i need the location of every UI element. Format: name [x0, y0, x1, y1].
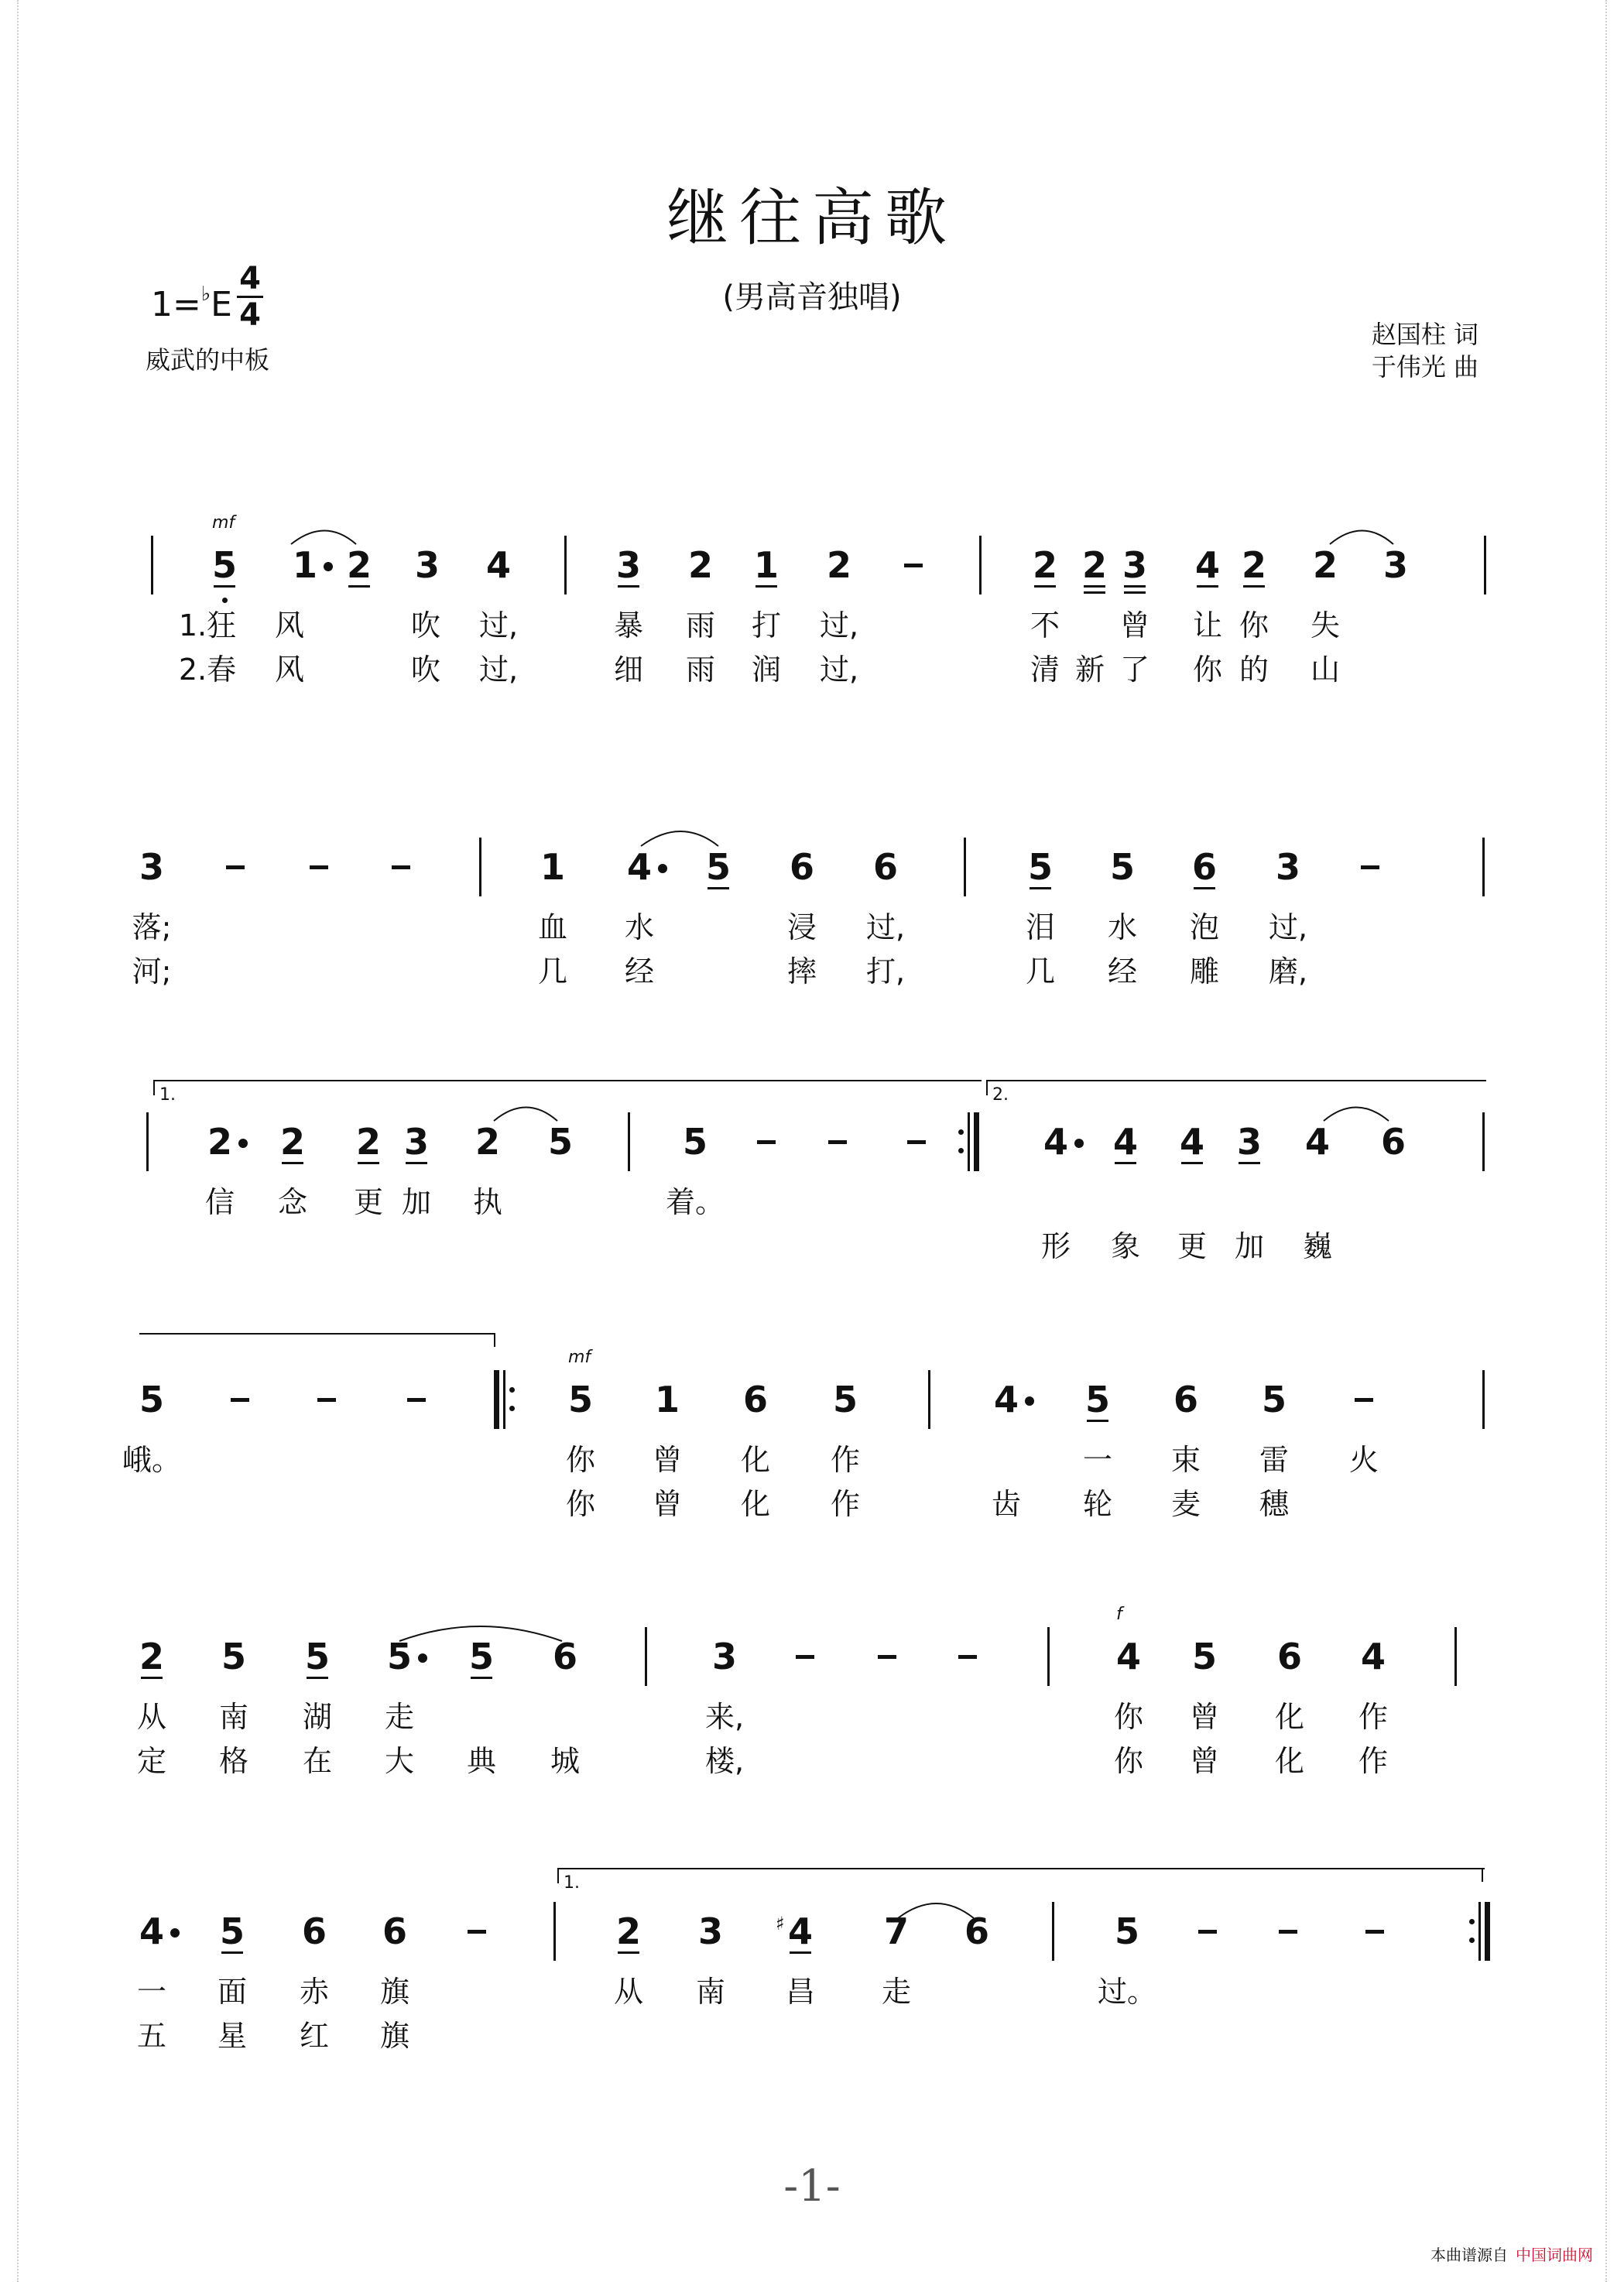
lyric-syllable: 浸 — [786, 910, 817, 944]
slur — [898, 1903, 974, 1918]
lyric-syllable: 形 — [1040, 1229, 1071, 1263]
lyric-syllable: 磨, — [1268, 954, 1308, 989]
lyric-syllable: 你 — [1239, 608, 1269, 642]
lyric-syllable: 河; — [132, 954, 172, 989]
lyric-syllable: 1.狂 — [178, 608, 237, 642]
lyric-syllable: 清 — [1030, 653, 1060, 687]
note: 5 — [682, 1121, 708, 1163]
note: 4 — [1115, 1636, 1141, 1677]
lyric-syllable: 城 — [550, 1744, 580, 1778]
lyric-syllable: 几 — [1025, 954, 1055, 989]
note: 4 — [1043, 1121, 1068, 1163]
note: 2 — [615, 1910, 641, 1952]
note: 5 — [1084, 1379, 1110, 1420]
note: 5 — [1114, 1910, 1139, 1952]
lyric-syllable: 的 — [1239, 653, 1269, 687]
note: 4 — [485, 544, 511, 586]
note: 4 ♯ — [780, 1908, 821, 1955]
note: 5 — [832, 1379, 858, 1420]
note: 5 — [221, 1636, 246, 1677]
note: 2 — [139, 1636, 164, 1677]
note: 2 — [1074, 542, 1115, 588]
note: 6 — [301, 1910, 327, 1952]
lyric-syllable: 象 — [1110, 1229, 1140, 1263]
lyric-syllable: 过, — [819, 608, 859, 642]
lyric-syllable: 一 — [136, 1975, 166, 2009]
lyric-syllable: 雨 — [685, 608, 715, 642]
lyric-syllable: 暴 — [613, 608, 643, 642]
lyric-syllable: 大 — [384, 1744, 414, 1778]
lyric-syllable: 血 — [537, 910, 567, 944]
lyric-syllable: 曾 — [1119, 608, 1149, 642]
lyric-syllable: 南 — [695, 1975, 725, 2009]
note: 5 — [1109, 846, 1135, 888]
lyric-syllable: 加 — [1234, 1229, 1264, 1263]
lyric-syllable: 打 — [751, 608, 781, 642]
lyric-syllable: 化 — [740, 1487, 770, 1521]
lyric-syllable: 摔 — [786, 954, 817, 989]
note: 2 — [1241, 544, 1266, 586]
note: 4 — [1179, 1121, 1204, 1163]
lyric-syllable: 走 — [384, 1700, 414, 1734]
note: 4 — [1304, 1121, 1330, 1163]
lyric-syllable: 化 — [1274, 1744, 1304, 1778]
lyric-syllable: 经 — [624, 954, 654, 989]
slur — [1324, 1108, 1389, 1122]
lyric-syllable: 润 — [751, 653, 781, 687]
lyric-syllable: 穗 — [1259, 1487, 1289, 1521]
note: 3 — [414, 544, 440, 586]
lyric-syllable: 念 — [277, 1185, 307, 1219]
lyric-syllable: 你 — [1113, 1744, 1143, 1778]
slur — [1330, 531, 1393, 545]
lyric-syllable: 化 — [740, 1443, 770, 1477]
song-title: 继往高歌 — [666, 182, 958, 254]
note: 1 — [292, 544, 317, 586]
lyric-syllable: 风 — [274, 653, 304, 687]
note: 1 — [654, 1379, 680, 1420]
footer-brand: 中国词曲网 — [1516, 2246, 1593, 2264]
tempo-marking: 威武的中板 — [146, 345, 270, 375]
lyric-syllable: 落; — [132, 910, 172, 944]
lyric-syllable: 你 — [565, 1487, 595, 1521]
note: 5 — [219, 1910, 245, 1952]
note: 5 — [547, 1121, 573, 1163]
lyric-syllable: 在 — [302, 1744, 332, 1778]
slur — [399, 1626, 562, 1641]
lyric-syllable: 泪 — [1025, 910, 1055, 944]
meter-top: 4 — [239, 261, 261, 296]
lyric-syllable: 从 — [613, 1975, 643, 2009]
footer-source — [1430, 2245, 1593, 2265]
note: 6 — [964, 1910, 989, 1952]
volta-label: 1. — [159, 1085, 176, 1105]
lyric-syllable: 束 — [1170, 1443, 1201, 1477]
note: 6 — [1380, 1121, 1406, 1163]
lyric-syllable: 红 — [299, 2019, 329, 2053]
note: 4 — [1194, 544, 1220, 586]
sharp-sign: ♯ — [776, 1913, 785, 1934]
lyric-syllable: 走 — [881, 1975, 911, 2009]
lyric-syllable: 曾 — [652, 1487, 682, 1521]
lyric-syllable: 信 — [204, 1185, 235, 1219]
lyric-syllable: 曾 — [1189, 1744, 1219, 1778]
lyric-syllable: 齿 — [991, 1487, 1021, 1521]
lyric-syllable: 旗 — [379, 2019, 409, 2053]
note: 5 — [204, 542, 245, 588]
note: 5 — [567, 1379, 593, 1420]
lyric-syllable: 赤 — [299, 1975, 329, 2009]
lyric-syllable: 你 — [1113, 1700, 1143, 1734]
note: 3 — [1275, 846, 1300, 888]
note: 5 — [139, 1379, 164, 1420]
lyric-syllable: 作 — [830, 1487, 860, 1521]
lyric-syllable: 一 — [1082, 1443, 1112, 1477]
song-subtitle: (男高音独唱) — [722, 279, 902, 315]
note: 6 — [552, 1636, 577, 1677]
dynamic-marking: mf — [568, 1348, 591, 1367]
lyric-syllable: 过。 — [1097, 1975, 1156, 2009]
lyric-syllable: 旗 — [379, 1975, 409, 2009]
lyric-syllable: 峨。 — [122, 1443, 181, 1477]
note: 5 — [468, 1636, 494, 1677]
lyric-syllable: 作 — [830, 1443, 860, 1477]
lyric-syllable: 几 — [537, 954, 567, 989]
footer-source-text: 本曲谱源自 — [1430, 2246, 1508, 2264]
lyric-syllable: 着。 — [665, 1185, 725, 1219]
lyric-syllable: 加 — [401, 1185, 431, 1219]
lyric-syllable: 打, — [865, 954, 906, 989]
lyric-syllable: 让 — [1192, 608, 1222, 642]
note: 1 — [753, 544, 779, 586]
note: 1 — [540, 846, 565, 888]
note: 2 — [1312, 544, 1338, 586]
lyric-syllable: 南 — [218, 1700, 248, 1734]
flat-sign: ♭ — [200, 283, 211, 306]
note: 5 — [1027, 846, 1053, 888]
lyric-syllable: 湖 — [302, 1700, 332, 1734]
slur — [291, 531, 356, 545]
note: 3 — [1236, 1121, 1262, 1163]
note: 6 — [1276, 1636, 1302, 1677]
volta-label: 1. — [564, 1873, 580, 1893]
lyric-syllable: 雕 — [1189, 954, 1219, 989]
lyric-syllable: 来, — [704, 1700, 745, 1734]
lyric-syllable: 执 — [472, 1185, 502, 1219]
lyric-syllable: 不 — [1030, 608, 1060, 642]
lyric-syllable: 巍 — [1302, 1229, 1332, 1263]
note: 5 — [1191, 1636, 1217, 1677]
lyric-syllable: 水 — [624, 910, 654, 944]
note: 2 — [687, 544, 713, 586]
note: 5 — [386, 1636, 412, 1677]
dynamic-marking: f — [1116, 1605, 1122, 1624]
note: 6 — [742, 1379, 768, 1420]
lyric-syllable: 你 — [565, 1443, 595, 1477]
lyric-syllable: 雷 — [1259, 1443, 1289, 1477]
lyric-syllable: 过, — [865, 910, 906, 944]
lyric-syllable: 五 — [136, 2019, 166, 2053]
lyric-syllable: 面 — [217, 1975, 247, 2009]
composer-credit: 于伟光 曲 — [1371, 352, 1478, 382]
note: 3 — [1382, 544, 1408, 586]
lyric-syllable: 格 — [218, 1744, 248, 1778]
lyric-syllable: 定 — [136, 1744, 166, 1778]
lyric-syllable: 过, — [819, 653, 859, 687]
lyricist-credit: 赵国柱 词 — [1371, 320, 1478, 349]
lyric-syllable: 吹 — [410, 608, 440, 642]
note: 4 — [626, 846, 652, 888]
note: 2 — [279, 1121, 305, 1163]
note: 3 — [711, 1636, 737, 1677]
lyric-syllable: 更 — [353, 1185, 383, 1219]
note: 3 — [403, 1121, 429, 1163]
slur — [494, 1108, 557, 1122]
note: 6 — [382, 1910, 407, 1952]
lyric-syllable: 吹 — [410, 653, 440, 687]
lyric-syllable: 楼, — [704, 1744, 745, 1778]
note: 2 — [475, 1121, 500, 1163]
lyric-syllable: 山 — [1310, 653, 1340, 687]
note: 7 — [883, 1910, 909, 1952]
lyric-syllable: 失 — [1310, 608, 1340, 642]
note: 4 — [993, 1379, 1019, 1420]
note: 6 — [1191, 846, 1217, 888]
lyric-syllable: 曾 — [1189, 1700, 1219, 1734]
page-number: -1- — [783, 2161, 841, 2212]
note: 2 — [826, 544, 851, 586]
lyric-syllable: 星 — [217, 2019, 247, 2053]
lyric-syllable: 了 — [1119, 653, 1149, 687]
lyric-syllable: 2.春 — [178, 653, 237, 687]
lyric-syllable: 典 — [466, 1744, 496, 1778]
note: 5 — [304, 1636, 330, 1677]
meter-bottom: 4 — [239, 297, 261, 333]
note: 2 — [355, 1121, 381, 1163]
lyric-syllable: 经 — [1107, 954, 1137, 989]
key-prefix: 1= — [151, 285, 201, 324]
lyric-syllable: 化 — [1274, 1700, 1304, 1734]
note: 3 — [615, 544, 641, 586]
note: 2 — [1032, 544, 1057, 586]
lyric-syllable: 细 — [613, 653, 643, 687]
note: 4 — [1360, 1636, 1386, 1677]
lyric-syllable: 轮 — [1082, 1487, 1112, 1521]
lyric-syllable: 水 — [1107, 910, 1137, 944]
lyric-syllable: 泡 — [1189, 910, 1219, 944]
note: 4 — [1112, 1121, 1138, 1163]
lyric-syllable: 新 — [1074, 653, 1105, 687]
note: 3 — [1115, 542, 1155, 588]
lyric-syllable: 过, — [1268, 910, 1308, 944]
note: 5 — [705, 846, 731, 888]
lyric-syllable: 麦 — [1170, 1487, 1201, 1521]
note: 6 — [872, 846, 898, 888]
lyric-syllable: 雨 — [685, 653, 715, 687]
lyric-syllable: 风 — [274, 608, 304, 642]
note: 3 — [697, 1910, 723, 1952]
lyric-syllable: 过, — [478, 608, 519, 642]
dynamic-marking: mf — [212, 513, 235, 533]
lyric-syllable: 作 — [1358, 1700, 1388, 1734]
lyric-syllable: 昌 — [785, 1975, 815, 2009]
note: 5 — [1261, 1379, 1287, 1420]
note: 6 — [789, 846, 814, 888]
lyric-syllable: 作 — [1358, 1744, 1388, 1778]
note: 2 — [207, 1121, 232, 1163]
note: 4 — [139, 1910, 164, 1952]
lyric-syllable: 更 — [1177, 1229, 1207, 1263]
lyric-syllable: 过, — [478, 653, 519, 687]
note: 2 — [346, 544, 372, 586]
lyric-syllable: 火 — [1348, 1443, 1379, 1477]
note: 3 — [139, 846, 164, 888]
key-note: E — [211, 285, 232, 324]
slur — [641, 831, 718, 846]
note: 6 — [1173, 1379, 1198, 1420]
volta-label: 2. — [992, 1085, 1009, 1105]
lyric-syllable: 曾 — [652, 1443, 682, 1477]
lyric-syllable: 你 — [1192, 653, 1222, 687]
lyric-syllable: 从 — [136, 1700, 166, 1734]
